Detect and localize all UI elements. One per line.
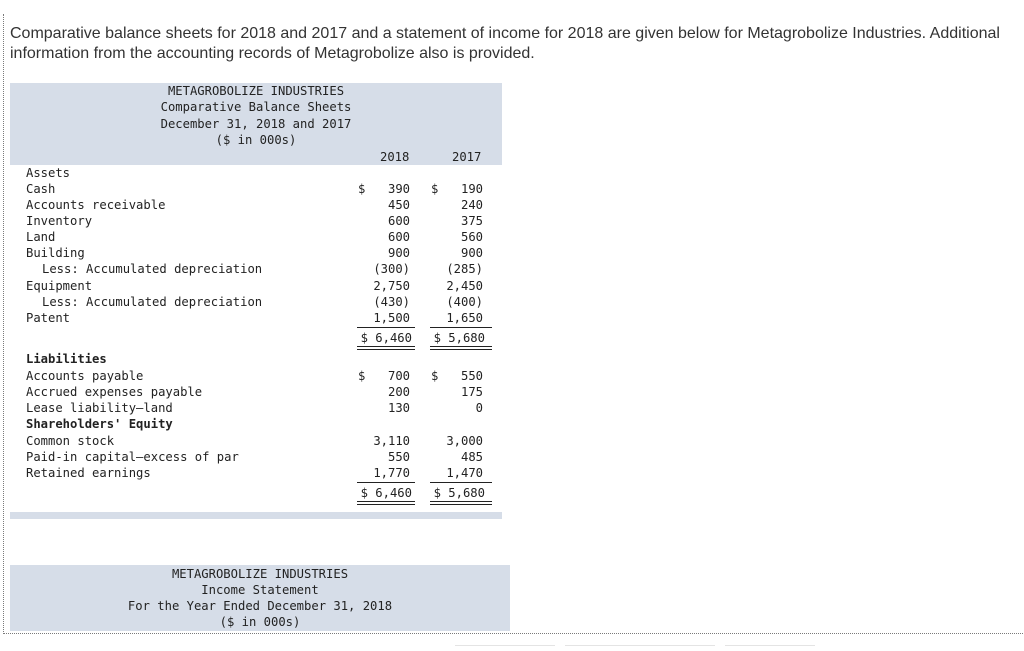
subtotal-rule-2017 (430, 482, 492, 483)
divider (725, 645, 815, 646)
income-statement-period: For the Year Ended December 31, 2018 (127, 599, 393, 613)
balance-sheet-title: Comparative Balance Sheets (160, 100, 352, 114)
dollar-sign: $ (431, 182, 439, 196)
value-2017: 0 (475, 401, 483, 415)
table-row (10, 385, 502, 401)
dollar-sign: $ (431, 369, 439, 383)
liabilities-heading: Liabilities (26, 352, 107, 366)
value-2018: 130 (387, 401, 410, 415)
column-header-2018: 2018 (380, 150, 410, 164)
dollar-sign: $ (358, 182, 366, 196)
row-label: Lease liability—land (26, 401, 173, 415)
row-label: Less: Accumulated depreciation (42, 295, 263, 309)
value-2017: 3,000 (446, 434, 483, 448)
value-2017: 240 (460, 198, 483, 212)
value-2018: 1,500 (373, 311, 410, 325)
value-2018: 390 (387, 182, 410, 196)
value-2017: 485 (460, 450, 483, 464)
value-2018: (430) (373, 295, 410, 309)
value-2018: 550 (387, 450, 410, 464)
equity-heading: Shareholders' Equity (26, 417, 173, 431)
liabilities-heading-row (10, 352, 502, 368)
table-row (10, 262, 502, 278)
total-liabilities-equity-2018: $ 6,460 (360, 486, 412, 500)
total-assets-2018: $ 6,460 (360, 331, 412, 345)
table-row (10, 198, 502, 214)
row-label: Land (26, 230, 56, 244)
value-2018: 1,770 (373, 466, 410, 480)
value-2018: 600 (387, 230, 410, 244)
table-row (10, 279, 502, 295)
value-2017: 175 (460, 385, 483, 399)
value-2018: (300) (373, 262, 410, 276)
value-2018: 600 (387, 214, 410, 228)
row-label: Inventory (26, 214, 93, 228)
table-row (10, 450, 502, 466)
value-2017: (285) (446, 262, 483, 276)
table-row (10, 182, 502, 198)
value-2017: 900 (460, 246, 483, 260)
value-2017: 375 (460, 214, 483, 228)
row-label: Building (26, 246, 85, 260)
value-2017: 190 (460, 182, 483, 196)
balance-sheet-footer (10, 512, 502, 519)
value-2018: 700 (387, 369, 410, 383)
dollar-sign: $ (358, 369, 366, 383)
value-2018: 450 (387, 198, 410, 212)
subtotal-rule-2018 (357, 327, 415, 328)
intro-text: Comparative balance sheets for 2018 and 2017 and a statement of income for 2018 are given below for Metagrobolize Industries. Additional information from the accounting records of Metagrobolize also is provided. (10, 25, 1000, 62)
value-2017: 2,450 (446, 279, 483, 293)
balance-sheet-company: METAGROBOLIZE INDUSTRIES (167, 84, 345, 98)
value-2018: 900 (387, 246, 410, 260)
row-label: Patent (26, 311, 71, 325)
value-2017: (400) (446, 295, 483, 309)
equity-heading-row (10, 417, 502, 433)
value-2017: 550 (460, 369, 483, 383)
row-label: Accrued expenses payable (26, 385, 203, 399)
assets-heading-row (10, 166, 502, 182)
value-2017: 1,650 (446, 311, 483, 325)
value-2018: 2,750 (373, 279, 410, 293)
subtotal-rule-2017 (430, 327, 492, 328)
row-label: Cash (26, 182, 56, 196)
table-row (10, 214, 502, 230)
balance-sheet-date: December 31, 2018 and 2017 (160, 117, 352, 131)
subtotal-rule-2018 (357, 482, 415, 483)
table-row (10, 369, 502, 385)
value-2017: 1,470 (446, 466, 483, 480)
table-row (10, 434, 502, 450)
income-statement-company: METAGROBOLIZE INDUSTRIES (171, 567, 349, 581)
value-2018: 200 (387, 385, 410, 399)
total-assets-2017: $ 5,680 (433, 331, 485, 345)
row-label: Accounts receivable (26, 198, 166, 212)
table-row (10, 230, 502, 246)
table-row (10, 246, 502, 262)
divider (565, 645, 715, 646)
column-header-2017: 2017 (452, 150, 482, 164)
row-label: Less: Accumulated depreciation (42, 262, 263, 276)
table-row (10, 295, 502, 311)
divider (455, 645, 555, 646)
double-rule-2018 (357, 346, 415, 350)
table-row (10, 401, 502, 417)
income-statement-units: ($ in 000s) (219, 615, 301, 629)
income-statement-title: Income Statement (201, 583, 319, 597)
assets-heading: Assets (26, 166, 71, 180)
row-label: Paid-in capital—excess of par (26, 450, 239, 464)
double-rule-2017 (430, 346, 492, 350)
row-label: Accounts payable (26, 369, 144, 383)
value-2018: 3,110 (373, 434, 410, 448)
row-label: Retained earnings (26, 466, 151, 480)
double-rule-2018 (357, 501, 415, 505)
row-label: Common stock (26, 434, 115, 448)
total-liabilities-equity-2017: $ 5,680 (433, 486, 485, 500)
row-label: Equipment (26, 279, 93, 293)
assets-total-row (10, 331, 502, 347)
table-row (10, 466, 502, 482)
balance-sheet-units: ($ in 000s) (215, 133, 297, 147)
double-rule-2017 (430, 501, 492, 505)
value-2017: 560 (460, 230, 483, 244)
liabilities-total-row (10, 486, 502, 502)
table-row (10, 311, 502, 327)
